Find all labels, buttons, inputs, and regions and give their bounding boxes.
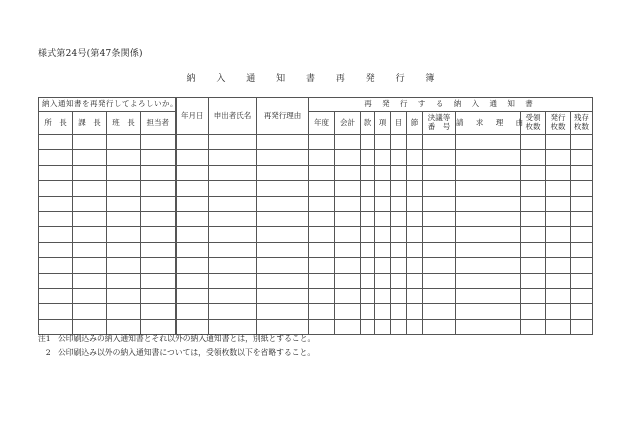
table-cell[interactable] (375, 211, 391, 226)
table-cell[interactable] (423, 150, 456, 165)
table-cell[interactable] (571, 150, 593, 165)
table-cell[interactable] (456, 165, 521, 180)
table-cell[interactable] (571, 165, 593, 180)
table-row (39, 288, 593, 303)
table-cell[interactable] (571, 319, 593, 334)
table-cell[interactable] (521, 211, 546, 226)
note-2-text: 公印刷込み以外の納入通知書については，受領枚数以下を省略すること。 (58, 348, 316, 357)
table-cell[interactable] (361, 181, 375, 196)
table-cell[interactable] (209, 181, 257, 196)
table-cell[interactable] (571, 135, 593, 150)
table-cell[interactable] (107, 288, 141, 303)
table-cell[interactable] (361, 196, 375, 211)
table-cell[interactable] (456, 181, 521, 196)
note-1-text: 公印刷込みの納入通知書とそれ以外の納入通知書とは，別紙とすること。 (58, 334, 316, 343)
issued-count-label-2: 枚数 (550, 122, 566, 131)
table-cell[interactable] (391, 258, 407, 273)
table-cell[interactable] (335, 211, 361, 226)
table-cell[interactable] (423, 273, 456, 288)
table-cell[interactable] (335, 319, 361, 334)
note-1-mark: 注1 (38, 334, 51, 343)
table-row (39, 135, 593, 150)
table-cell[interactable] (176, 150, 209, 165)
table-cell[interactable] (546, 304, 571, 319)
table-cell[interactable] (456, 288, 521, 303)
table-cell[interactable] (257, 135, 309, 150)
table-cell[interactable] (209, 150, 257, 165)
applicant-name-header: 申出者氏名 (209, 98, 257, 135)
table-cell[interactable] (391, 227, 407, 242)
table-cell[interactable] (176, 273, 209, 288)
table-cell[interactable] (309, 242, 335, 257)
issued-count-label-1: 発行 (550, 113, 566, 123)
table-cell[interactable] (141, 304, 176, 319)
remaining-count-label-2: 枚数 (574, 122, 590, 131)
table-cell[interactable] (141, 242, 176, 257)
table-cell[interactable] (141, 165, 176, 180)
table-cell[interactable] (375, 304, 391, 319)
table-cell[interactable] (176, 242, 209, 257)
table-cell[interactable] (521, 196, 546, 211)
table-cell[interactable] (209, 227, 257, 242)
table-cell[interactable] (309, 258, 335, 273)
table-cell[interactable] (361, 211, 375, 226)
table-cell[interactable] (209, 211, 257, 226)
table-cell[interactable] (456, 150, 521, 165)
setsu-header: 節 (407, 112, 423, 135)
table-cell[interactable] (407, 242, 423, 257)
table-cell[interactable] (546, 319, 571, 334)
note-1 (38, 332, 315, 346)
table-cell[interactable] (176, 304, 209, 319)
kan-header: 款 (361, 112, 375, 135)
table-cell[interactable] (423, 288, 456, 303)
table-cell[interactable] (361, 304, 375, 319)
table-cell[interactable] (375, 135, 391, 150)
table-cell[interactable] (73, 304, 107, 319)
table-cell[interactable] (257, 304, 309, 319)
billing-reason-header: 請 求 理 由 (456, 112, 521, 135)
table-cell[interactable] (209, 288, 257, 303)
table-cell[interactable] (546, 165, 571, 180)
table-cell[interactable] (107, 242, 141, 257)
table-cell[interactable] (176, 196, 209, 211)
table-cell[interactable] (375, 165, 391, 180)
table-cell[interactable] (39, 273, 73, 288)
table-cell[interactable] (257, 258, 309, 273)
table-cell[interactable] (361, 150, 375, 165)
table-cell[interactable] (257, 227, 309, 242)
table-cell[interactable] (141, 196, 176, 211)
table-cell[interactable] (546, 288, 571, 303)
table-cell[interactable] (375, 319, 391, 334)
table-cell[interactable] (571, 196, 593, 211)
table-cell[interactable] (361, 165, 375, 180)
table-cell[interactable] (391, 196, 407, 211)
table-row (39, 273, 593, 288)
table-cell[interactable] (546, 135, 571, 150)
table-cell[interactable] (73, 165, 107, 180)
table-cell[interactable] (73, 196, 107, 211)
table-cell[interactable] (407, 319, 423, 334)
director-header: 所 長 (39, 112, 73, 135)
table-cell[interactable] (335, 273, 361, 288)
table-row (39, 150, 593, 165)
table-cell[interactable] (141, 150, 176, 165)
table-cell[interactable] (546, 258, 571, 273)
table-cell[interactable] (335, 258, 361, 273)
table-cell[interactable] (209, 196, 257, 211)
table-cell[interactable] (456, 258, 521, 273)
table-cell[interactable] (141, 273, 176, 288)
table-cell[interactable] (176, 211, 209, 226)
fiscal-year-header: 年度 (309, 112, 335, 135)
table-cell[interactable] (141, 181, 176, 196)
reissue-reason-header: 再発行理由 (257, 98, 309, 135)
team-leader-header: 班 長 (107, 112, 141, 135)
table-cell[interactable] (423, 135, 456, 150)
table-cell[interactable] (39, 258, 73, 273)
table-cell[interactable] (423, 211, 456, 226)
table-cell[interactable] (391, 165, 407, 180)
table-cell[interactable] (407, 288, 423, 303)
table-cell[interactable] (39, 242, 73, 257)
table-cell[interactable] (407, 165, 423, 180)
table-cell[interactable] (73, 288, 107, 303)
decision-number-label-1: 決議等 (427, 113, 451, 123)
table-cell[interactable] (546, 181, 571, 196)
table-cell[interactable] (107, 211, 141, 226)
table-row (39, 258, 593, 273)
table-cell[interactable] (309, 135, 335, 150)
issued-count-header (546, 112, 571, 135)
table-cell[interactable] (546, 227, 571, 242)
table-row (39, 304, 593, 319)
table-cell[interactable] (107, 227, 141, 242)
table-cell[interactable] (176, 227, 209, 242)
table-cell[interactable] (73, 181, 107, 196)
table-cell[interactable] (309, 211, 335, 226)
table-cell[interactable] (73, 211, 107, 226)
table-cell[interactable] (391, 273, 407, 288)
table-cell[interactable] (571, 288, 593, 303)
table-cell[interactable] (571, 258, 593, 273)
table-cell[interactable] (209, 304, 257, 319)
received-count-label-1: 受領 (525, 113, 541, 123)
table-cell[interactable] (423, 319, 456, 334)
table-cell[interactable] (257, 150, 309, 165)
decision-number-label-2: 番 号 (427, 122, 451, 131)
table-cell[interactable] (375, 258, 391, 273)
table-row (39, 196, 593, 211)
table-cell[interactable] (39, 135, 73, 150)
table-cell[interactable] (309, 273, 335, 288)
table-cell[interactable] (456, 135, 521, 150)
table-cell[interactable] (361, 273, 375, 288)
table-cell[interactable] (257, 165, 309, 180)
table-cell[interactable] (107, 258, 141, 273)
table-row (39, 227, 593, 242)
table-cell[interactable] (209, 258, 257, 273)
table-cell[interactable] (361, 288, 375, 303)
person-in-charge-header: 担当者 (141, 112, 176, 135)
table-cell[interactable] (176, 258, 209, 273)
table-cell[interactable] (571, 211, 593, 226)
request-approval-header: 納入通知書を再発行してよろしいか。 (39, 98, 176, 112)
table-cell[interactable] (407, 196, 423, 211)
table-cell[interactable] (107, 181, 141, 196)
table-cell[interactable] (176, 181, 209, 196)
table-cell[interactable] (423, 242, 456, 257)
note-2-mark: 2 (38, 348, 51, 357)
table-cell[interactable] (39, 304, 73, 319)
table-cell[interactable] (361, 258, 375, 273)
table-cell[interactable] (309, 196, 335, 211)
table-cell[interactable] (309, 150, 335, 165)
table-cell[interactable] (209, 273, 257, 288)
table-cell[interactable] (375, 288, 391, 303)
table-cell[interactable] (209, 242, 257, 257)
table-cell[interactable] (257, 196, 309, 211)
table-cell[interactable] (391, 319, 407, 334)
table-cell[interactable] (309, 227, 335, 242)
table-cell[interactable] (407, 227, 423, 242)
table-cell[interactable] (39, 288, 73, 303)
table-cell[interactable] (456, 319, 521, 334)
table-cell[interactable] (361, 227, 375, 242)
table-cell[interactable] (141, 211, 176, 226)
notes (38, 332, 315, 360)
table-cell[interactable] (309, 288, 335, 303)
table-cell[interactable] (423, 165, 456, 180)
table-cell[interactable] (456, 242, 521, 257)
table-cell[interactable] (546, 196, 571, 211)
table-cell[interactable] (209, 135, 257, 150)
table-cell[interactable] (423, 196, 456, 211)
table-cell[interactable] (309, 304, 335, 319)
table-cell[interactable] (375, 150, 391, 165)
note-2 (38, 346, 315, 360)
remaining-count-label-1: 残存 (574, 113, 590, 123)
table-cell[interactable] (73, 242, 107, 257)
table-cell[interactable] (335, 227, 361, 242)
table-cell[interactable] (375, 242, 391, 257)
table-cell[interactable] (375, 227, 391, 242)
table-cell[interactable] (407, 258, 423, 273)
table-cell[interactable] (407, 211, 423, 226)
table-cell[interactable] (361, 319, 375, 334)
table-cell[interactable] (456, 211, 521, 226)
table-cell[interactable] (456, 304, 521, 319)
table-cell[interactable] (107, 196, 141, 211)
table-cell[interactable] (335, 288, 361, 303)
table-cell[interactable] (391, 135, 407, 150)
table-cell[interactable] (39, 211, 73, 226)
form-number: 様式第24号(第47条関係) (38, 49, 143, 59)
reissue-register-table (38, 97, 593, 335)
table-cell[interactable] (141, 258, 176, 273)
table-cell[interactable] (176, 165, 209, 180)
table-cell[interactable] (546, 273, 571, 288)
received-count-label-2: 枚数 (525, 122, 541, 131)
table-cell[interactable] (423, 227, 456, 242)
date-header: 年月日 (176, 98, 209, 135)
table-cell[interactable] (107, 165, 141, 180)
table-cell[interactable] (391, 150, 407, 165)
table-cell[interactable] (375, 196, 391, 211)
account-header: 会計 (335, 112, 361, 135)
table-cell[interactable] (571, 227, 593, 242)
decision-number-header (423, 112, 456, 135)
table-cell[interactable] (571, 304, 593, 319)
register-body (39, 135, 593, 335)
table-cell[interactable] (107, 135, 141, 150)
table-cell[interactable] (391, 181, 407, 196)
table-cell[interactable] (141, 135, 176, 150)
table-cell[interactable] (546, 150, 571, 165)
table-cell[interactable] (73, 227, 107, 242)
table-cell[interactable] (423, 181, 456, 196)
table-row (39, 242, 593, 257)
table-cell[interactable] (456, 227, 521, 242)
document-title: 納 入 通 知 書 再 発 行 簿 (186, 74, 444, 84)
table-cell[interactable] (335, 304, 361, 319)
table-cell[interactable] (39, 227, 73, 242)
table-cell[interactable] (73, 150, 107, 165)
table-cell[interactable] (521, 319, 546, 334)
table-cell[interactable] (176, 288, 209, 303)
table-cell[interactable] (39, 165, 73, 180)
table-cell[interactable] (73, 135, 107, 150)
table-cell[interactable] (335, 242, 361, 257)
table-cell[interactable] (361, 135, 375, 150)
table-cell[interactable] (73, 258, 107, 273)
table-cell[interactable] (521, 258, 546, 273)
table-cell[interactable] (141, 227, 176, 242)
table-cell[interactable] (335, 196, 361, 211)
table-cell[interactable] (141, 288, 176, 303)
table-cell[interactable] (391, 211, 407, 226)
table-cell[interactable] (107, 150, 141, 165)
table-cell[interactable] (209, 165, 257, 180)
table-cell[interactable] (407, 181, 423, 196)
table-cell[interactable] (423, 304, 456, 319)
table-cell[interactable] (39, 181, 73, 196)
table-cell[interactable] (571, 273, 593, 288)
table-cell[interactable] (456, 273, 521, 288)
remaining-count-header (571, 112, 593, 135)
reissued-notice-header: 再 発 行 す る 納 入 通 知 書 (309, 98, 593, 112)
table-cell[interactable] (257, 181, 309, 196)
table-cell[interactable] (521, 227, 546, 242)
table-cell[interactable] (423, 258, 456, 273)
table-cell[interactable] (73, 273, 107, 288)
table-cell[interactable] (335, 165, 361, 180)
table-cell[interactable] (257, 273, 309, 288)
table-cell[interactable] (521, 288, 546, 303)
table-cell[interactable] (391, 304, 407, 319)
table-cell[interactable] (407, 304, 423, 319)
table-cell[interactable] (309, 181, 335, 196)
kou-header: 項 (375, 112, 391, 135)
table-cell[interactable] (107, 273, 141, 288)
table-cell[interactable] (39, 196, 73, 211)
table-row (39, 181, 593, 196)
table-cell[interactable] (335, 181, 361, 196)
table-cell[interactable] (257, 211, 309, 226)
table-cell[interactable] (571, 242, 593, 257)
table-cell[interactable] (521, 242, 546, 257)
table-cell[interactable] (546, 242, 571, 257)
table-cell[interactable] (107, 304, 141, 319)
table-cell[interactable] (407, 273, 423, 288)
table-cell[interactable] (571, 181, 593, 196)
table-cell[interactable] (375, 273, 391, 288)
table-cell[interactable] (521, 273, 546, 288)
table-cell[interactable] (391, 242, 407, 257)
moku-header: 目 (391, 112, 407, 135)
table-cell[interactable] (546, 211, 571, 226)
table-cell[interactable] (407, 135, 423, 150)
table-cell[interactable] (257, 288, 309, 303)
table-cell[interactable] (521, 165, 546, 180)
table-cell[interactable] (309, 165, 335, 180)
table-cell[interactable] (456, 196, 521, 211)
table-cell[interactable] (375, 181, 391, 196)
table-cell[interactable] (335, 135, 361, 150)
table-cell[interactable] (521, 150, 546, 165)
table-row (39, 211, 593, 226)
table-cell[interactable] (521, 135, 546, 150)
table-cell[interactable] (521, 181, 546, 196)
section-chief-header: 課 長 (73, 112, 107, 135)
table-cell[interactable] (391, 288, 407, 303)
table-row (39, 165, 593, 180)
table-cell[interactable] (521, 304, 546, 319)
table-cell[interactable] (335, 150, 361, 165)
table-cell[interactable] (257, 242, 309, 257)
table-cell[interactable] (361, 242, 375, 257)
table-cell[interactable] (176, 135, 209, 150)
table-cell[interactable] (407, 150, 423, 165)
table-cell[interactable] (39, 150, 73, 165)
